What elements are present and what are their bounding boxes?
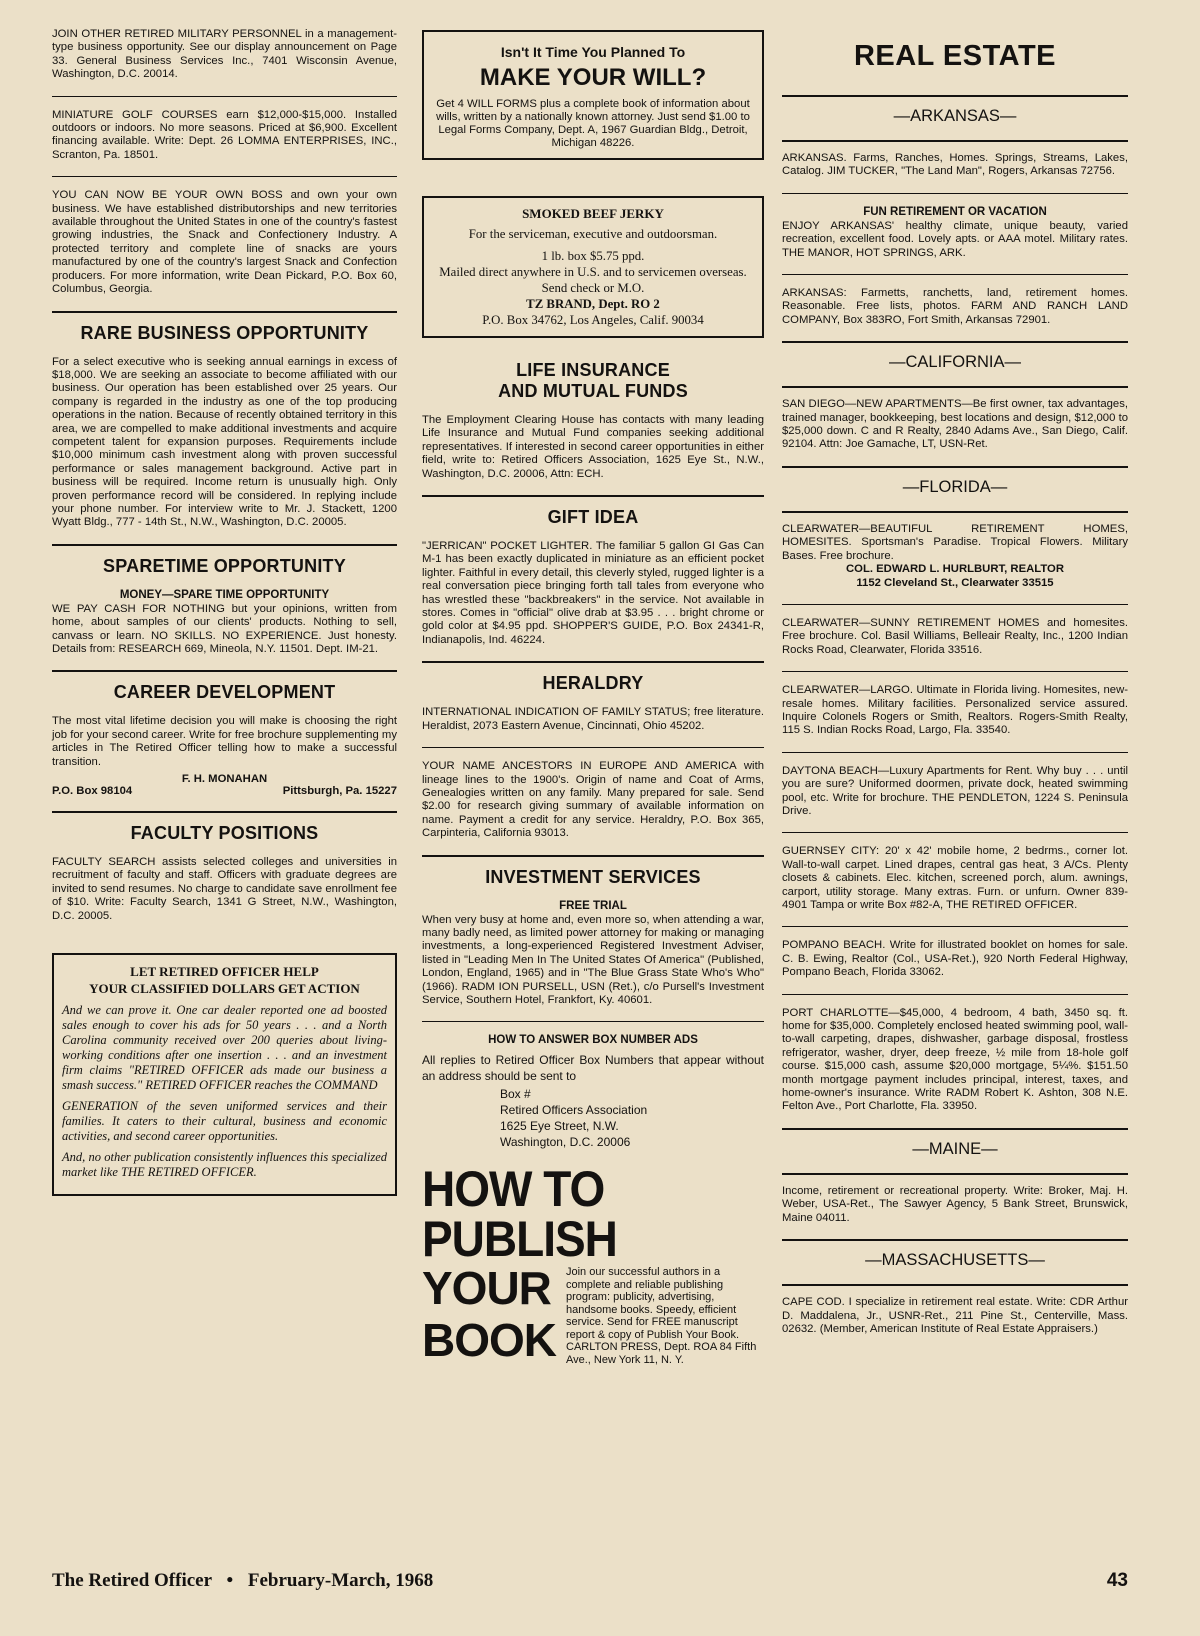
footer-bullet: • [226, 1570, 234, 1591]
publish-big-words [422, 1262, 556, 1366]
listing-florida-7: PORT CHARLOTTE—$45,000, 4 bedroom, 4 bath, 3450 sq. ft. home for $35,000. Completely enclosed heated swimming pool, wall-to-wall carpeting, drapes, dishwasher, garbage disposal, frostless refrigerator, washer, dryer, deep freeze, ½ mile from 18-hole golf course. $15,000 cash, assume $20,000 mortgage, 5¼%. $151.50 month mortgage payment includes principal, interest, taxes, and home-owner's insurance. Write RADM Robert K. Ashton, 308 N.E. Felton Ave., Port Charlotte, Fla. 33950. [782, 1006, 1128, 1113]
listing-arkansas-2-title: FUN RETIREMENT OR VACATION [863, 205, 1047, 218]
listing-florida-3: CLEARWATER—LARGO. Ultimate in Florida living. Homesites, new-resale homes. Military facilities. Personalized service assured. Inquire Colonels Rogers or Smith, Realtors. Rogers-Smith Realty, 115 S. Indian Rocks Road, Largo, Fla. 33540. [782, 684, 1128, 737]
ad-gift: "JERRICAN" POCKET LIGHTER. The familiar 5 gallon GI Gas Can M-1 has been exactly duplicated in miniature as an efficient pocket lighter. Faithful in every detail, this cleverly styled, rugged lighter is a real conversation piece bringing forth tall tales from everyone who has wrestled these "backbreakers" in the service. Not available in stores. Comes in "official" olive drab at $3.95 . . . bright chrome or gold color at $4.95 ppd. SHOPPER'S GUIDE, P.O. Box 24341-R, Indianapolis, Ind. 46224. [422, 540, 764, 646]
column-middle [422, 28, 764, 1366]
will-title: MAKE YOUR WILL? [479, 64, 707, 91]
career-name: F. H. MONAHAN [181, 773, 268, 786]
promo-paragraph-2: GENERATION of the seven uniformed services and their families. It caters to their cultural, business and economic activities, and second career opportunities. [62, 1099, 387, 1144]
ad-golf: MINIATURE GOLF COURSES earn $12,000-$15,000. Installed outdoors or indoors. No more seasons. Priced at $6,900. Excellent financing available. Write: Dept. 26 LOMMA ENTERPRISES, INC., Scranton, Pa. 18501. [52, 108, 397, 161]
divider [422, 747, 764, 748]
state-heading-massachusetts: —MASSACHUSETTS— [865, 1251, 1045, 1270]
section-rule [422, 495, 764, 497]
jerky-line-5: P.O. Box 34762, Los Angeles, Calif. 90034 [482, 313, 704, 327]
box-number-line-4: Washington, D.C. 20006 [500, 1135, 631, 1150]
section-heading-rare: RARE BUSINESS OPPORTUNITY [80, 322, 369, 343]
will-kicker: Isn't It Time You Planned To [500, 44, 686, 60]
career-city: Pittsburgh, Pa. 15227 [282, 785, 397, 798]
box-number-line-1: Box # [500, 1087, 531, 1102]
ad-career: The most vital lifetime decision you will make is choosing the right job for your second career. Write for free brochure supplementing my articles in The Retired Officer telling how to make a successful transition. [52, 715, 397, 768]
publish-ad [422, 1161, 764, 1367]
listing-maine-1: Income, retirement or recreational property. Write: Broker, Maj. H. Weber, USA-Ret., The Sawyer Agency, 5 Bank Street, Brunswick, Maine 04011. [782, 1184, 1128, 1224]
issue-date: February-March, 1968 [247, 1570, 434, 1591]
section-rule [782, 1173, 1128, 1175]
ad-heraldry-1: INTERNATIONAL INDICATION OF FAMILY STATUS; free literature. Heraldist, 2073 Eastern Avenue, Cincinnati, Ohio 45202. [422, 706, 764, 732]
divider [782, 193, 1128, 194]
section-rule [52, 670, 397, 672]
state-heading-maine: —MAINE— [912, 1139, 998, 1158]
will-body: Get 4 WILL FORMS plus a complete book of information about wills, written by a nationally known attorney. Just send $1.00 to Legal Forms Company, Dept. A, 1967 Guardian Bldg., Detroit, Michigan 48226. [436, 98, 750, 149]
publish-word-your: YOUR [422, 1262, 551, 1315]
section-rule [782, 140, 1128, 142]
promo-paragraph-3: And, no other publication consistently influences this specialized market like THE RETIRED OFFICER. [62, 1150, 387, 1180]
jerky-line-1: For the serviceman, executive and outdoorsman. [468, 227, 718, 241]
listing-arkansas-3: ARKANSAS: Farmetts, ranchetts, land, retirement homes. Reasonable. Free lists, photos. FARM AND RANCH LAND COMPANY, Box 383RO, Fort Smith, Arkansas 72901. [782, 287, 1128, 326]
publish-heading: HOW TO PUBLISH [422, 1161, 617, 1267]
divider [782, 832, 1128, 833]
divider [52, 96, 397, 97]
career-box: P.O. Box 98104 [52, 785, 133, 798]
section-rule [782, 95, 1128, 97]
promo-title-1: LET RETIRED OFFICER HELP [130, 964, 319, 980]
ad-investment: When very busy at home and, even more so, when attending a war, many badly need, as limited power attorney for making or managing investments, a long-experienced Registered Investment Adviser, listed in "Leading Men In The United States Of America" (Published, London, England, 1965) and in "The Blue Grass State Who's Who" (1966). RADM ION PURSELL, USN (Ret.), c/o Pursell's Investment Service, Southern Hotel, Frankfort, Ky. 40601. [422, 913, 764, 1006]
box-number-line-3: 1625 Eye Street, N.W. [500, 1119, 619, 1134]
section-rule [782, 466, 1128, 468]
section-heading-faculty: FACULTY POSITIONS [130, 823, 319, 844]
column-right [782, 28, 1128, 1350]
divider [782, 604, 1128, 605]
section-heading-career: CAREER DEVELOPMENT [113, 682, 336, 703]
career-address [52, 785, 397, 797]
section-rule [782, 1284, 1128, 1286]
listing-florida-1-name: COL. EDWARD L. HURLBURT, REALTOR [846, 563, 1064, 576]
publish-row [422, 1262, 764, 1366]
section-heading-life-2: AND MUTUAL FUNDS [498, 381, 688, 401]
box-number-body: All replies to Retired Officer Box Numbers that appear without an address should be sent to [422, 1053, 764, 1084]
section-rule [422, 855, 764, 857]
ad-heraldry-2: YOUR NAME ANCESTORS IN EUROPE AND AMERICA with lineage lines to the 1900's. Origin of name and Coat of Arms, Genealogies written on any family. Many prepared for sale. Send $2.00 for research giving summary of available information on name. Payment a credit for any service. Heraldry, P.O. Box 365, Carpinteria, California 93013. [422, 760, 764, 840]
section-heading-heraldry: HERALDRY [542, 673, 644, 694]
page-footer [52, 1570, 1128, 1592]
section-rule [52, 811, 397, 813]
ad-rare-business: For a select executive who is seeking annual earnings in excess of $18,000. We are seeking an associate to become affiliated with our business. Our operation has been established over 25 years. Our company is regarded in the industry as one of the top producing operations in the nation. Because of recently obtained territory in this area, we are compelled to make additional investments and acquire competent talent for expansion purposes. Requirements include $10,000 minimum cash investment along with proven successful performance or sales management background. Active part in business will be required. Income return is unusually high. Only proven performance record will be considered. In replying include your phone number. For interview write to Mr. J. Stackett, 1200 Wyatt Bldg., 777 - 14th St., N.W., Washington, D.C. 20005. [52, 355, 397, 529]
page-number: 43 [1106, 1570, 1128, 1591]
listing-florida-2: CLEARWATER—SUNNY RETIREMENT HOMES and homesites. Free brochure. Col. Basil Williams, Belleair Realty, Inc., 1200 Indian Rocks Road, Clearwater, Florida 33516. [782, 616, 1128, 656]
ad-faculty: FACULTY SEARCH assists selected colleges and universities in recruitment of faculty and staff. Officers with graduate degrees are invited to send resumes. No charge to candidate save enrollment fee of $10. Write: Faculty Search, 1341 G Street, N.W., Washington, D.C. 20005. [52, 856, 397, 922]
jerky-line-2: 1 lb. box $5.75 ppd. [541, 249, 645, 263]
sparetime-subheading: MONEY—SPARE TIME OPPORTUNITY [119, 588, 330, 601]
section-rule [782, 386, 1128, 388]
section-rule [782, 1128, 1128, 1130]
section-rule [782, 341, 1128, 343]
jerky-line-4: TZ BRAND, Dept. RO 2 [526, 297, 660, 311]
section-heading-life-1: LIFE INSURANCE [516, 360, 670, 380]
state-heading-california: —CALIFORNIA— [888, 353, 1022, 372]
listing-florida-4: DAYTONA BEACH—Luxury Apartments for Rent. Why buy . . . until you are sure? Uniformed doormen, private dock, heated swimming pool, etc. Write for brochure. THE PENDLETON, 1224 S. Peninsula Drive. [782, 764, 1128, 817]
ad-life-insurance: The Employment Clearing House has contacts with many leading Life Insurance and Mutual Fund companies seeking additional representatives. If interested in second career opportunities in either field, write to: Retired Officers Association, 1625 Eye St., N.W., Washington, D.C. 20006, Attn: ECH. [422, 414, 764, 480]
box-number-address [422, 1086, 764, 1150]
state-heading-arkansas: —ARKANSAS— [893, 107, 1017, 125]
divider [782, 274, 1128, 275]
listing-florida-1: CLEARWATER—BEAUTIFUL RETIREMENT HOMES, HOMESITES. Sportsman's Paradise. Tropical Flowers. Military Bases. Free brochure. [782, 522, 1128, 562]
column-left [52, 28, 397, 1196]
section-heading-investment: INVESTMENT SERVICES [485, 866, 701, 887]
ad-military: JOIN OTHER RETIRED MILITARY PERSONNEL in a management-type business opportunity. See our display announcement on Page 33. General Business Services Inc., 7401 Wisconsin Avenue, Washington, D.C. 20014. [52, 28, 397, 81]
divider [782, 671, 1128, 672]
ad-own-boss: YOU CAN NOW BE YOUR OWN BOSS and own your own business. We have established distributorships and new territories available throughout the United States in one of the country's fastest growing industries, the Snack and Confectionery Industry. A protected territory and complete line of snacks are yours manufactured by one of the country's largest Snack and Confection producers. For more information, write Dean Pickard, P.O. Box 60, Columbus, Georgia. [52, 189, 397, 296]
will-ad-box [422, 30, 764, 160]
real-estate-heading: REAL ESTATE [853, 40, 1057, 72]
divider [782, 926, 1128, 927]
section-rule [782, 1239, 1128, 1241]
ad-sparetime: WE PAY CASH FOR NOTHING but your opinions, written from home, about samples of our clients' products. Nothing to sell, canvass or learn. NO SKILLS. NO EXPERIENCE. Just honesty. Details from: RESEARCH 669, Mineola, N.Y. 11501. Dept. IM-21. [52, 602, 397, 655]
publication-name: The Retired Officer [52, 1570, 212, 1591]
listing-florida-6: POMPANO BEACH. Write for illustrated booklet on homes for sale. C. B. Ewing, Realtor (Col., USA-Ret.), 920 North Federal Highway, Pompano Beach, Florida 33062. [782, 939, 1128, 979]
section-heading-gift: GIFT IDEA [547, 507, 639, 528]
jerky-title: SMOKED BEEF JERKY [522, 206, 664, 221]
divider [422, 1021, 764, 1022]
section-rule [52, 544, 397, 546]
section-rule [422, 661, 764, 663]
publish-body: Join our successful authors in a complete and reliable publishing program: publicity, advertising, handsome books. Speedy, efficient service. Send for FREE manuscript report & copy of Publish Your Book. CARLTON PRESS, Dept. ROA 84 Fifth Ave., New York 11, N. Y. [566, 1266, 757, 1366]
jerky-ad-box [422, 196, 764, 338]
promo-title-2: YOUR CLASSIFIED DOLLARS GET ACTION [89, 981, 360, 997]
section-rule [52, 311, 397, 313]
box-number-heading: HOW TO ANSWER BOX NUMBER ADS [488, 1034, 698, 1047]
investment-subheading: FREE TRIAL [559, 899, 627, 912]
promo-paragraph-1: And we can prove it. One car dealer reported one ad boosted sales enough to cover his ads for 50 years . . . and a North Carolina community received over 200 queries about living-working conditions after one insertion . . . and an investment firm claims "RETIRED OFFICER ads made our business a smash success." RETIRED OFFICER reaches the COMMAND [62, 1003, 387, 1093]
listing-massachusetts-1: CAPE COD. I specialize in retirement real estate. Write: CDR Arthur D. Maddalena, Jr., USNR-Ret., 211 Pine St., Centerville, Mass. 02632. (Member, American Institute of Real Estate Appraisers.) [782, 1296, 1128, 1335]
listing-arkansas-1: ARKANSAS. Farms, Ranches, Homes. Springs, Streams, Lakes, Catalog. JIM TUCKER, "The Land Man", Rogers, Arkansas 72756. [782, 152, 1128, 178]
listing-arkansas-2: ENJOY ARKANSAS' healthy climate, unique beauty, varied recreation, excellent food. Lovely apts. or AAA motel. Military rates. THE MANOR, HOT SPRINGS, ARK. [782, 219, 1128, 259]
divider [782, 752, 1128, 753]
box-number-line-2: Retired Officers Association [500, 1103, 648, 1118]
divider [782, 994, 1128, 995]
jerky-line-3: Mailed direct anywhere in U.S. and to servicemen overseas. Send check or M.O. [439, 265, 747, 295]
state-heading-florida: —FLORIDA— [902, 477, 1008, 496]
section-heading-sparetime: SPARETIME OPPORTUNITY [103, 555, 346, 576]
promo-box [52, 953, 397, 1196]
listing-california-1: SAN DIEGO—NEW APARTMENTS—Be first owner, tax advantages, trained manager, bookkeeping, best locations and design, $12,000 to $25,000 down. C and R Realty, 2840 Adams Ave., San Diego, Calif. 92104. Attn: Joe Gamache, LT, USN-Ret. [782, 398, 1128, 451]
publish-word-book: BOOK [422, 1314, 556, 1367]
listing-florida-1-address: 1152 Cleveland St., Clearwater 33515 [856, 576, 1054, 589]
divider [52, 176, 397, 177]
section-rule [782, 511, 1128, 513]
listing-florida-5: GUERNSEY CITY: 20' x 42' mobile home, 2 bedrms., corner lot. Wall-to-wall carpet. Lined drapes, central gas heat, 3 A/Cs. Plenty closets & cabinets. Elec. kitchen, screened porch, alum. awnings, carport, utility storage. Many extras. Furn. or unfurn. Owner 839-4901 Tampa or write Box #82-A, THE RETIRED OFFICER. [782, 845, 1128, 911]
